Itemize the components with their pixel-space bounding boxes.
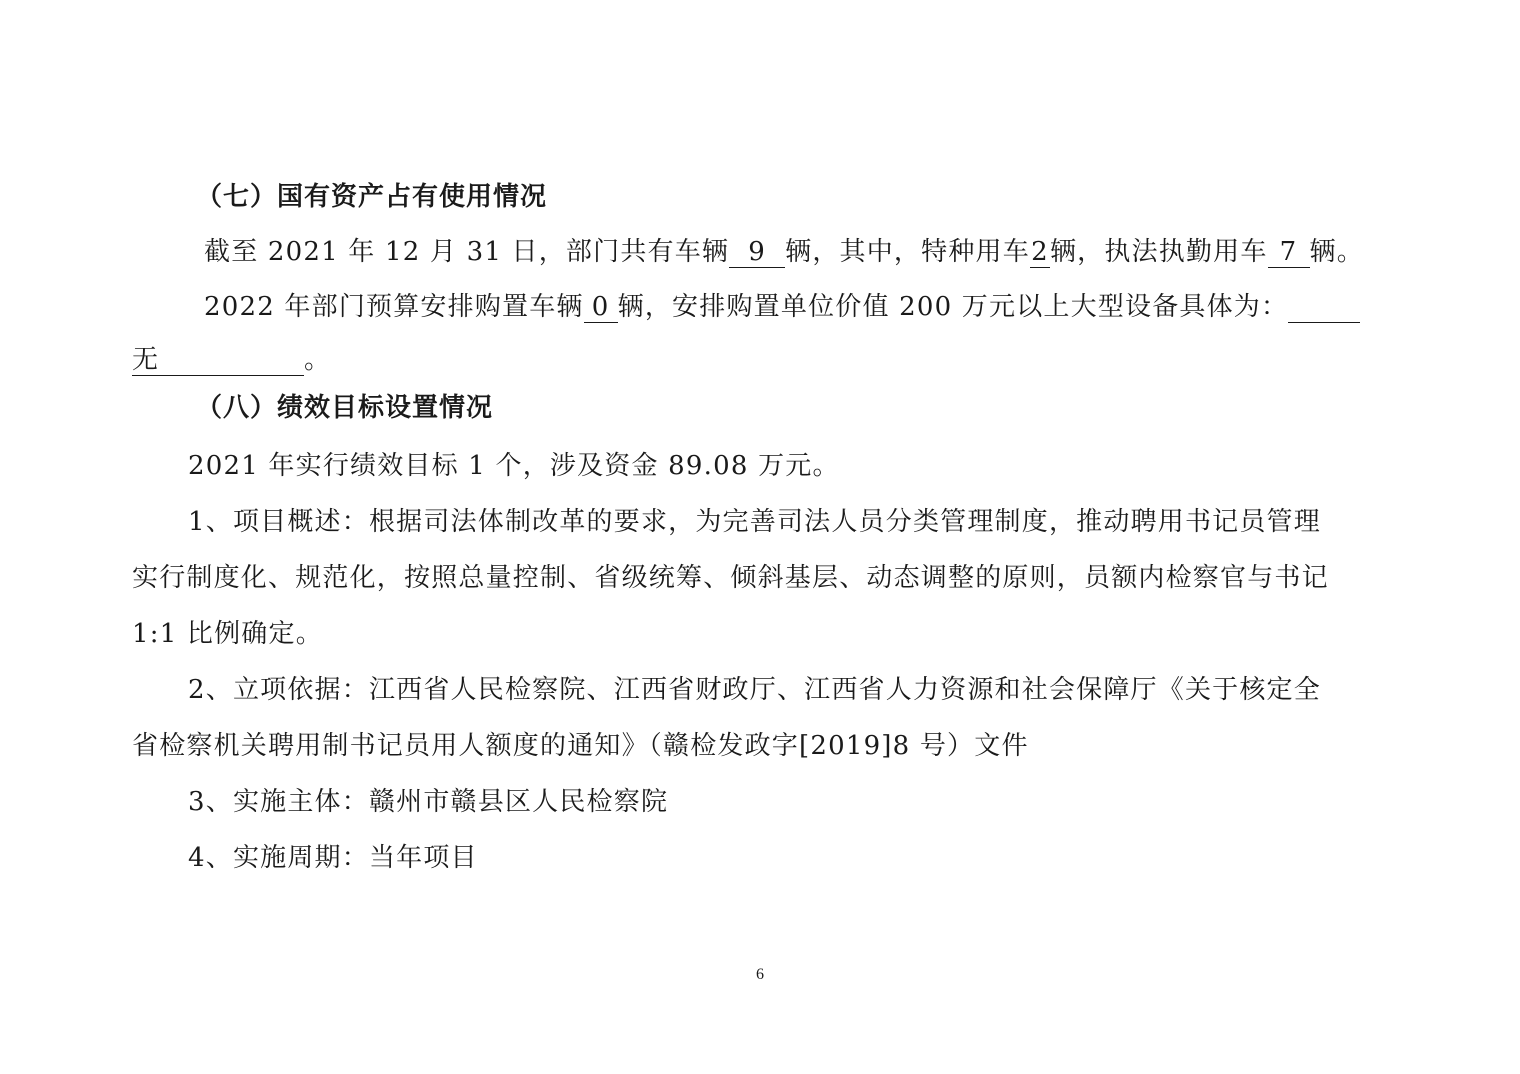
item-2-line-1: 2、立项依据：江西省人民检察院、江西省财政厅、江西省人力资源和社会保障厅《关于核定全 [188, 675, 1321, 705]
vehicle-text-end: 辆。 [1309, 237, 1364, 267]
vehicle-text-prefix: 截至 2021 年 12 月 31 日，部门共有车辆 [204, 237, 730, 267]
special-vehicle-value: 2 [1031, 237, 1049, 267]
item-2-line-2: 省检察机关聘用制书记员用人额度的通知》（赣检发政字[2019]8 号）文件 [132, 731, 1029, 761]
law-vehicle-value: 7 [1268, 237, 1310, 268]
item-3: 3、实施主体：赣州市赣县区人民检察院 [188, 787, 669, 817]
item-4: 4、实施周期：当年项目 [188, 843, 478, 873]
item-1-line-2: 实行制度化、规范化，按照总量控制、省级统筹、倾斜基层、动态调整的原则，员额内检察官与书记 [132, 563, 1329, 593]
budget-paragraph [204, 290, 1360, 324]
item-1-line-3: 1:1 比例确定。 [132, 619, 323, 649]
equipment-paragraph-continued [132, 343, 331, 377]
vehicle-total-value: 9 [729, 237, 785, 268]
budget-text-prefix: 2022 年部门预算安排购置车辆 [204, 292, 584, 322]
page-number: 6 [756, 966, 764, 983]
section-8-heading: （八）绩效目标设置情况 [196, 393, 494, 423]
vehicle-text-mid2: 辆，执法执勤用车 [1049, 237, 1268, 267]
budget-vehicle-count-value: 0 [584, 292, 618, 323]
equipment-blank-start [1288, 292, 1360, 323]
vehicle-count-paragraph [204, 235, 1364, 269]
vehicle-text-mid1: 辆，其中，特种用车 [785, 237, 1030, 267]
budget-text-suffix: 辆，安排购置单位价值 200 万元以上大型设备具体为： [617, 292, 1289, 322]
section-7-heading: （七）国有资产占有使用情况 [196, 182, 548, 212]
performance-summary: 2021 年实行绩效目标 1 个，涉及资金 89.08 万元。 [188, 451, 840, 481]
equipment-value: 无 [132, 345, 304, 376]
item-1-line-1: 1、项目概述：根据司法体制改革的要求，为完善司法人员分类管理制度，推动聘用书记员管理 [188, 507, 1321, 537]
equipment-text-end: 。 [304, 345, 332, 375]
